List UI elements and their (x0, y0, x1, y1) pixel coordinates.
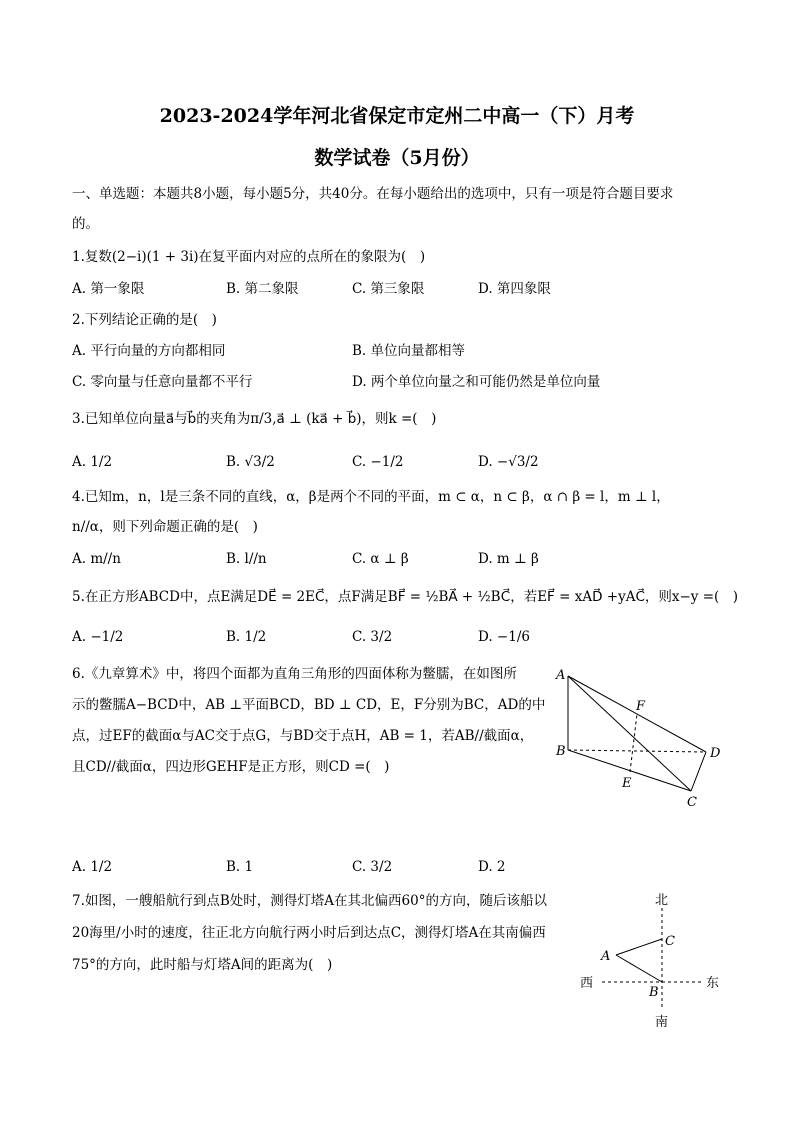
question-4-option-c[interactable]: C. α ⊥ β (352, 551, 409, 567)
question-3-option-d[interactable]: D. −√3/2 (478, 454, 539, 470)
question-1-option-d[interactable]: D. 第四象限 (478, 281, 551, 297)
section-instructions-line1: 一、单选题：本题共8小题，每小题5分，共40分。在每小题给出的选项中，只有一项是符合题目要求 (72, 186, 674, 202)
question-5-option-d[interactable]: D. −1/6 (478, 629, 530, 645)
question-6-option-d[interactable]: D. 2 (478, 859, 506, 875)
question-6-stem-line4: 且CD//截面α，四边形GEHF是正方形，则CD =( ) (72, 759, 390, 775)
question-6-stem-line1: 6.《九章算术》中，将四个面都为直角三角形的四面体称为鳖臑，在如图所 (72, 666, 517, 682)
label-south: 南 (655, 1015, 669, 1030)
label-c: C (687, 795, 697, 810)
question-4-option-d[interactable]: D. m ⊥ β (478, 551, 539, 567)
label-f: F (636, 699, 646, 714)
figure-tetrahedron (548, 660, 728, 815)
exam-title-line2: 数学试卷（5月份） (314, 147, 480, 169)
question-7-stem-line2: 20海里/小时的速度，往正北方向航行两小时后到达点C，测得灯塔A在其南偏西 (72, 925, 546, 941)
segment-ac (616, 939, 662, 955)
label-east: 东 (706, 976, 720, 991)
question-6-option-c[interactable]: C. 3/2 (352, 859, 393, 875)
question-3-option-c[interactable]: C. −1/2 (352, 454, 404, 470)
question-2-option-a[interactable]: A. 平行向量的方向都相同 (72, 343, 226, 359)
question-7-stem-line1: 7.如图，一艘船航行到点B处时，测得灯塔A在其北偏西60°的方向，随后该船以 (72, 893, 547, 909)
label-d: D (710, 746, 721, 761)
label-north: 北 (655, 893, 669, 908)
question-4-stem-line1: 4.已知m，n，l是三条不同的直线，α，β是两个不同的平面，m ⊂ α，n ⊂ β，α ∩ β = l，m ⊥ l， (72, 489, 670, 505)
question-7-stem-line3: 75°的方向，此时船与灯塔A间的距离为( ) (72, 957, 333, 973)
question-4-stem-line2: n//α，则下列命题正确的是( ) (72, 519, 258, 535)
question-1-option-c[interactable]: C. 第三象限 (352, 281, 425, 297)
label-a: A (556, 668, 566, 683)
edge-cd (691, 752, 706, 791)
question-2-option-b[interactable]: B. 单位向量都相等 (352, 343, 466, 359)
question-4-option-a[interactable]: A. m//n (72, 551, 121, 567)
label-c: C (665, 934, 675, 949)
question-2-stem: 2.下列结论正确的是( ) (72, 312, 217, 328)
question-6-option-a[interactable]: A. 1/2 (72, 859, 113, 875)
question-3-option-a[interactable]: A. 1/2 (72, 454, 113, 470)
segment-ef (630, 714, 637, 772)
question-6-option-b[interactable]: B. 1 (226, 859, 254, 875)
question-4-option-b[interactable]: B. l//n (226, 551, 267, 567)
question-3-stem: 3.已知单位向量a⃗与b⃗的夹角为π/3,a⃗ ⊥ (ka⃗ + b⃗)，则k =( ) (72, 411, 437, 427)
question-1-option-a[interactable]: A. 第一象限 (72, 281, 145, 297)
exam-title-line1: 2023-2024学年河北省保定市定州二中高一（下）月考 (159, 105, 635, 127)
question-2-option-c[interactable]: C. 零向量与任意向量都不平行 (72, 374, 253, 390)
label-b: B (556, 744, 566, 759)
question-5-option-a[interactable]: A. −1/2 (72, 629, 124, 645)
question-2-option-d[interactable]: D. 两个单位向量之和可能仍然是单位向量 (352, 374, 601, 390)
question-5-option-c[interactable]: C. 3/2 (352, 629, 393, 645)
edge-bd (568, 750, 706, 752)
question-5-option-b[interactable]: B. 1/2 (226, 629, 267, 645)
figure-navigation (574, 888, 734, 1033)
question-1-stem: 1.复数(2−i)(1 + 3i)在复平面内对应的点所在的象限为( ) (72, 249, 426, 265)
question-3-option-b[interactable]: B. √3/2 (226, 454, 275, 470)
question-6-stem-line2: 示的鳖臑A−BCD中，AB ⊥平面BCD，BD ⊥ CD，E，F分别为BC，AD的中 (72, 697, 546, 713)
question-1-option-b[interactable]: B. 第二象限 (226, 281, 299, 297)
label-b: B (649, 985, 659, 1000)
label-e: E (622, 776, 632, 791)
section-instructions-line2: 的。 (72, 216, 99, 232)
label-west: 西 (580, 976, 594, 991)
segment-ab (616, 955, 662, 982)
label-a: A (601, 949, 611, 964)
question-6-stem-line3: 点，过EF的截面α与AC交于点G，与BD交于点H，AB = 1，若AB//截面α， (72, 728, 534, 744)
question-5-stem: 5.在正方形ABCD中，点E满足DE⃗ = 2EC⃗，点F满足BF⃗ = ½BA⃗ + ½BC⃗，若EF⃗ = xAD⃗ +yAC⃗，则x−y =( ) (72, 589, 739, 605)
